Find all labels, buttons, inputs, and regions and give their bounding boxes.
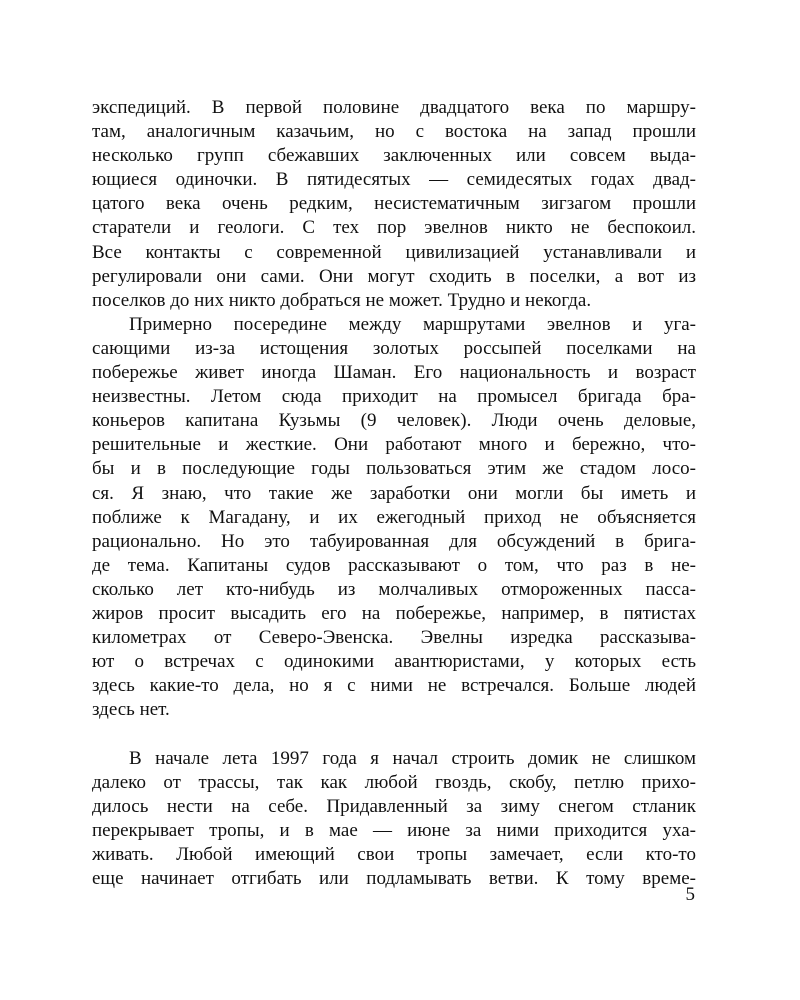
text-line: там, аналогичным казачьим, но с востока на запад прошли: [92, 121, 696, 143]
text-line: ют о встречах с одинокими авантюристами, у которых есть: [92, 651, 696, 673]
text-line: живать. Любой имеющий свои тропы замечает, если кто-то: [92, 843, 696, 865]
text-line: перекрывает тропы, и в мае — июне за ними приходится уха-: [92, 819, 696, 841]
text-line: Все контакты с современной цивилизацией устанавливали и: [92, 241, 696, 263]
text-line: далеко от трассы, так как любой гвоздь, скобу, петлю прихо-: [92, 771, 696, 793]
text-line: километрах от Северо-Эвенска. Эвелны изредка рассказыва-: [92, 627, 696, 649]
text-line: побережье живет иногда Шаман. Его национальность и возраст: [92, 362, 696, 384]
text-line: сколько лет кто-нибудь из молчаливых отмороженных пасса-: [92, 578, 696, 600]
text-line: коньеров капитана Кузьмы (9 человек). Люди очень деловые,: [92, 410, 696, 432]
text-line: Примерно посередине между маршрутами эвелнов и уга-: [129, 313, 696, 335]
text-line: рационально. Но это табуированная для обсуждений в брига-: [92, 530, 696, 552]
text-line: несколько групп сбежавших заключенных или совсем выда-: [92, 145, 696, 167]
paragraph-1: [92, 96, 696, 313]
text-line: ся. Я знаю, что такие же заработки они могли бы иметь и: [92, 482, 696, 504]
paragraph-spacer: [92, 722, 696, 746]
text-line: здесь какие-то дела, но я с ними не встречался. Больше людей: [92, 675, 696, 697]
page-number: 5: [685, 884, 695, 905]
text-line: цатого века очень редким, несистематичным зигзагом прошли: [92, 193, 696, 215]
text-line: де тема. Капитаны судов рассказывают о том, что раз в не-: [92, 554, 696, 576]
text-line: здесь нет.: [92, 699, 170, 721]
text-line: поселков до них никто добраться не может. Трудно и некогда.: [92, 289, 592, 311]
text-line: В начале лета 1997 года я начал строить домик не слишком: [129, 747, 696, 769]
text-line: регулировали они сами. Они могут сходить в поселки, а вот из: [92, 265, 696, 287]
text-line: экспедиций. В первой половине двадцатого века по маршру-: [92, 97, 696, 118]
paragraph-2: [92, 313, 696, 723]
body-text: [92, 96, 696, 891]
text-line: бы и в последующие годы пользоваться этим же стадом лосо-: [92, 458, 696, 480]
paragraph-3: [92, 747, 696, 892]
text-line: сающими из-за истощения золотых россыпей поселками на: [92, 337, 696, 359]
text-line: старатели и геологи. С тех пор эвелнов никто не беспокоил.: [92, 217, 696, 239]
text-line: еще начинает отгибать или подламывать ветви. К тому време-: [92, 868, 696, 889]
text-line: ющиеся одиночки. В пятидесятых — семидесятых годах двад-: [92, 169, 696, 191]
text-line: жиров просит высадить его на побережье, например, в пятистах: [92, 602, 696, 624]
text-line: дилось нести на себе. Придавленный за зиму снегом стланик: [92, 795, 696, 817]
text-line: поближе к Магадану, и их ежегодный приход не объясняется: [92, 506, 696, 528]
text-line: неизвестны. Летом сюда приходит на промысел бригада бра-: [92, 386, 696, 408]
text-line: решительные и жесткие. Они работают много и бережно, что-: [92, 434, 696, 456]
